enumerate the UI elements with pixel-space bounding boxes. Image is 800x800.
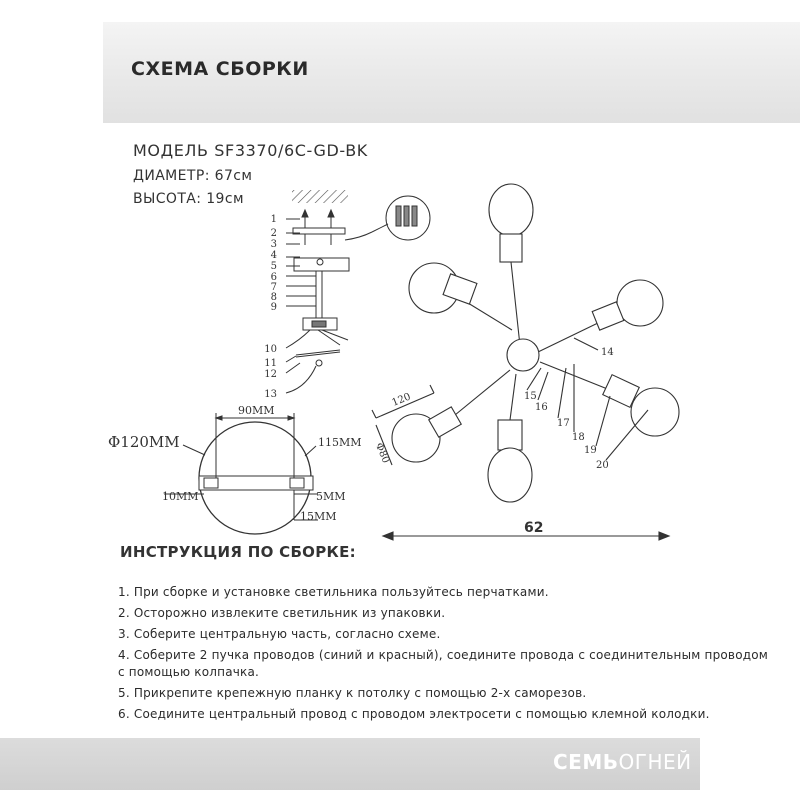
instruction-step: 2. Осторожно извлеките светильник из упаковки. [118, 606, 446, 620]
part-label: 5 [270, 261, 277, 272]
part-label: 12 [264, 369, 277, 380]
canopy-width-label: 90MM [238, 404, 275, 417]
instructions-title: ИНСТРУКЦИЯ ПО СБОРКЕ: [120, 543, 356, 561]
part-label: 6 [270, 272, 277, 283]
shade-diameter-label: Φ80 [372, 441, 392, 465]
shade-length-label: 120 [390, 391, 413, 409]
part-label: 13 [264, 389, 277, 400]
ceiling-hatch [292, 190, 348, 203]
canopy-offset-bottom-label: 15MM [300, 510, 337, 523]
part-label: 9 [270, 302, 277, 313]
canopy-depth-label: 115MM [318, 436, 362, 449]
brand-name-light: ОГНЕЙ [618, 750, 692, 774]
part-label: 2 [270, 228, 277, 239]
bulb [488, 448, 532, 502]
page-title: СХЕМА СБОРКИ [131, 58, 309, 80]
lamp-socket [500, 234, 522, 262]
part-label: 10 [264, 344, 277, 355]
instruction-step: 1. При сборке и установке светильника пользуйтесь перчатками. [118, 585, 549, 599]
part-label: 4 [270, 250, 277, 261]
central-hub [507, 339, 539, 371]
bulb [631, 388, 679, 436]
diameter-spec: ДИАМЕТР: 67см [133, 168, 253, 184]
callout-15: 15 [524, 391, 537, 402]
lamp-socket [498, 420, 522, 450]
callout-17: 17 [557, 418, 570, 429]
span-label: 62 [524, 520, 544, 536]
callout-18: 18 [572, 432, 585, 443]
canopy-diameter-label: Φ120MM [108, 433, 180, 451]
callout-20: 20 [596, 460, 609, 471]
canopy-dimension-drawing [164, 413, 318, 534]
callout-14: 14 [601, 347, 614, 358]
instructions-list [118, 584, 778, 727]
exploded-view [286, 190, 430, 393]
canopy-offset-right-label: 5MM [316, 490, 346, 503]
brand-name-bold: СЕМЬ [553, 750, 619, 774]
model-number: МОДЕЛЬ SF3370/6C-GD-BK [133, 141, 368, 160]
part-label: 11 [264, 358, 277, 369]
part-label: 3 [270, 239, 277, 250]
bulb [617, 280, 663, 326]
instruction-step: 3. Соберите центральную часть, согласно схеме. [118, 627, 441, 641]
instruction-step: 6. Соедините центральный провод с проводом электросети с помощью клемной колодки. [118, 707, 710, 721]
part-label: 8 [270, 292, 277, 303]
part-label: 1 [270, 214, 277, 225]
canopy-offset-left-label: 10MM [162, 490, 199, 503]
callout-19: 19 [584, 445, 597, 456]
instruction-step: 4. Соберите 2 пучка проводов (синий и красный), соедините провода с соединительным проводом с помощью колпачка. [118, 648, 769, 679]
instruction-step: 5. Прикрепите крепежную планку к потолку с помощью 2-х саморезов. [118, 686, 587, 700]
part-label: 7 [270, 282, 277, 293]
height-spec: ВЫСОТА: 19см [133, 191, 244, 207]
bulb [489, 184, 533, 236]
brand-logo [553, 750, 692, 774]
callout-16: 16 [535, 402, 548, 413]
